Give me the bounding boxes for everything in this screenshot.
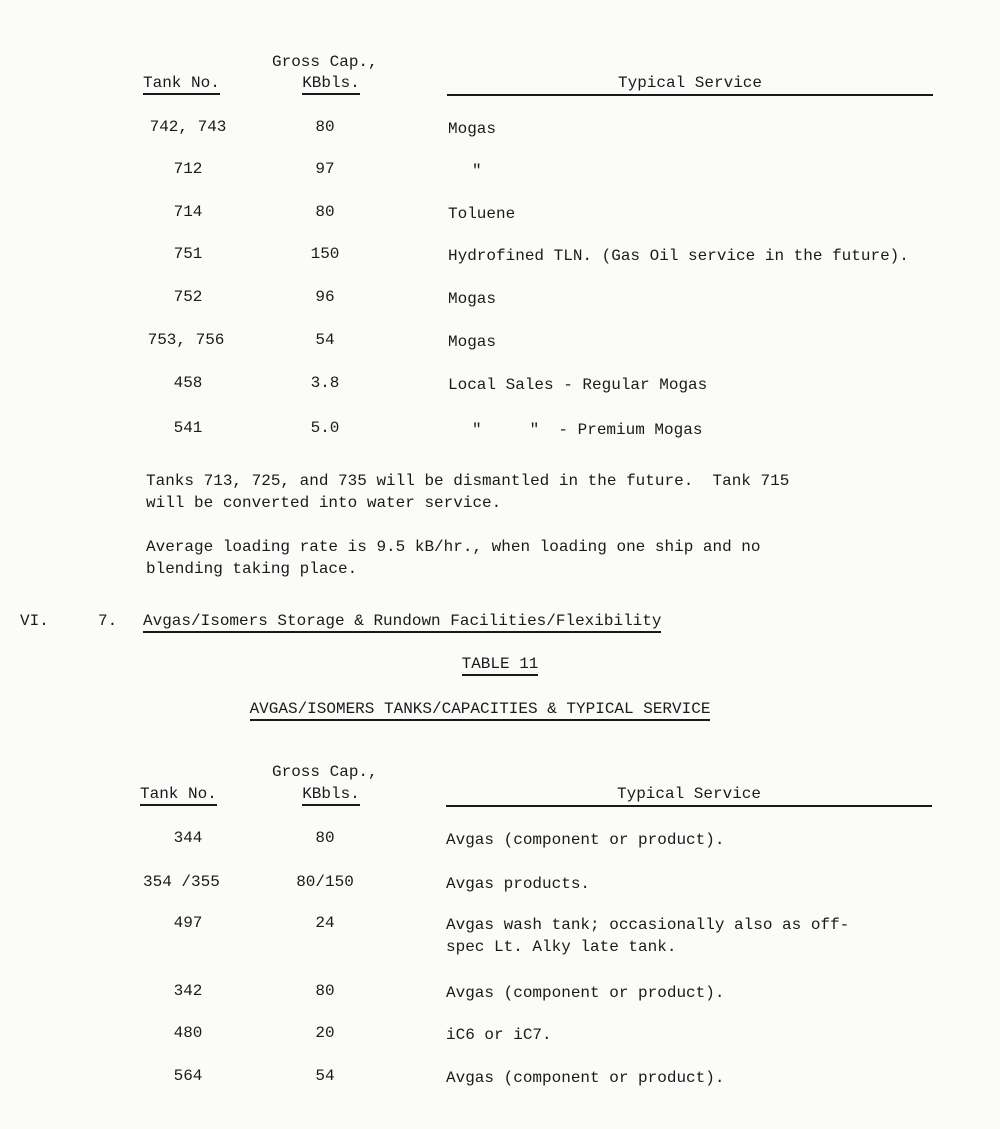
table-row <box>0 160 1000 184</box>
gross-capacity: 54 <box>315 1067 335 1085</box>
gross-capacity: 20 <box>315 1024 335 1042</box>
gross-capacity: 3.8 <box>310 374 340 392</box>
gross-capacity: 150 <box>310 245 340 263</box>
tank-number: 497 <box>173 914 203 932</box>
typical-service: Mogas <box>448 290 497 308</box>
gross-capacity: 24 <box>315 914 335 932</box>
typical-service: " <box>472 162 482 180</box>
gross-capacity: 97 <box>315 160 335 178</box>
typical-service: Avgas (component or product). <box>446 984 725 1002</box>
tank-number: 354 /355 <box>143 873 220 891</box>
table1-gross-cap-header-line2 <box>272 74 390 92</box>
table-label <box>380 655 620 673</box>
section-number: 7. <box>98 612 118 630</box>
gross-capacity: 80 <box>315 118 335 136</box>
note-line: Average loading rate is 9.5 kB/hr., when loading one ship and no <box>146 538 761 556</box>
note-line: blending taking place. <box>146 560 358 578</box>
tank-number: 742, 743 <box>149 118 227 136</box>
table-row <box>0 331 1000 355</box>
tank-number: 753, 756 <box>147 331 225 349</box>
typical-service: " " - Premium Mogas <box>472 421 703 439</box>
tank-number: 541 <box>173 419 203 437</box>
table-row <box>0 419 1000 443</box>
table-title-text: AVGAS/ISOMERS TANKS/CAPACITIES & TYPICAL SERVICE <box>250 700 711 721</box>
table2-tank-no-header <box>140 785 217 803</box>
table-label-text: TABLE 11 <box>462 655 539 676</box>
note-dismantled-tanks <box>146 470 906 514</box>
tank-number: 342 <box>173 982 203 1000</box>
tank-number: 458 <box>173 374 203 392</box>
gross-capacity: 80 <box>315 203 335 221</box>
tank-number: 714 <box>173 203 203 221</box>
table1-gross-cap-label: KBbls. <box>302 74 360 95</box>
note-line: will be converted into water service. <box>146 494 502 512</box>
table1-tank-no-header <box>143 74 220 92</box>
gross-capacity: 80/150 <box>296 873 354 891</box>
typical-service <box>446 914 849 958</box>
table-row <box>0 873 1000 897</box>
table2-gross-cap-header-line1: Gross Cap., <box>272 763 378 781</box>
section-title-text: Avgas/Isomers Storage & Rundown Facilities/Flexibility <box>143 612 661 633</box>
table1-gross-cap-header-line1: Gross Cap., <box>272 53 378 71</box>
note-loading-rate <box>146 536 906 580</box>
table-row <box>0 118 1000 142</box>
typical-service: iC6 or iC7. <box>446 1026 552 1044</box>
tank-number: 480 <box>173 1024 203 1042</box>
tank-number: 751 <box>173 245 203 263</box>
table2-service-header: Typical Service <box>616 785 762 803</box>
table-row <box>0 203 1000 227</box>
table-row <box>0 1067 1000 1091</box>
table-title <box>160 700 800 718</box>
table2-tank-no-label: Tank No. <box>140 785 217 806</box>
tank-number: 564 <box>173 1067 203 1085</box>
typical-service: Avgas (component or product). <box>446 831 725 849</box>
table2-gross-cap-header-line2 <box>272 785 390 803</box>
gross-capacity: 54 <box>315 331 335 349</box>
typical-service: Mogas <box>448 333 497 351</box>
tank-number: 344 <box>173 829 203 847</box>
table-row <box>0 374 1000 398</box>
typical-service: Avgas (component or product). <box>446 1069 725 1087</box>
gross-capacity: 96 <box>315 288 335 306</box>
gross-capacity: 5.0 <box>310 419 340 437</box>
tank-number: 712 <box>173 160 203 178</box>
typical-service: Mogas <box>448 120 497 138</box>
table2-service-header-rule <box>446 805 932 807</box>
typical-service: Toluene <box>448 205 516 223</box>
table2-gross-cap-label: KBbls. <box>302 785 360 806</box>
table1-service-header-rule <box>447 94 933 96</box>
table-row <box>0 1024 1000 1048</box>
table1-tank-no-label: Tank No. <box>143 74 220 95</box>
table1-service-header: Typical Service <box>617 74 763 92</box>
table-row <box>0 829 1000 853</box>
note-line: Tanks 713, 725, and 735 will be dismantled in the future. Tank 715 <box>146 472 790 490</box>
table-row <box>0 245 1000 269</box>
gross-capacity: 80 <box>315 982 335 1000</box>
table-row <box>0 982 1000 1006</box>
typical-service: Hydrofined TLN. (Gas Oil service in the future). <box>448 247 909 265</box>
table-row <box>0 288 1000 312</box>
typical-service: Local Sales - Regular Mogas <box>448 376 708 394</box>
typical-service: Avgas products. <box>446 875 591 893</box>
section-roman-numeral: VI. <box>20 612 49 630</box>
service-line: spec Lt. Alky late tank. <box>446 938 677 956</box>
gross-capacity: 80 <box>315 829 335 847</box>
service-line: Avgas wash tank; occasionally also as off- <box>446 916 850 934</box>
table-row <box>0 914 1000 962</box>
section-title <box>143 612 661 630</box>
tank-number: 752 <box>173 288 203 306</box>
